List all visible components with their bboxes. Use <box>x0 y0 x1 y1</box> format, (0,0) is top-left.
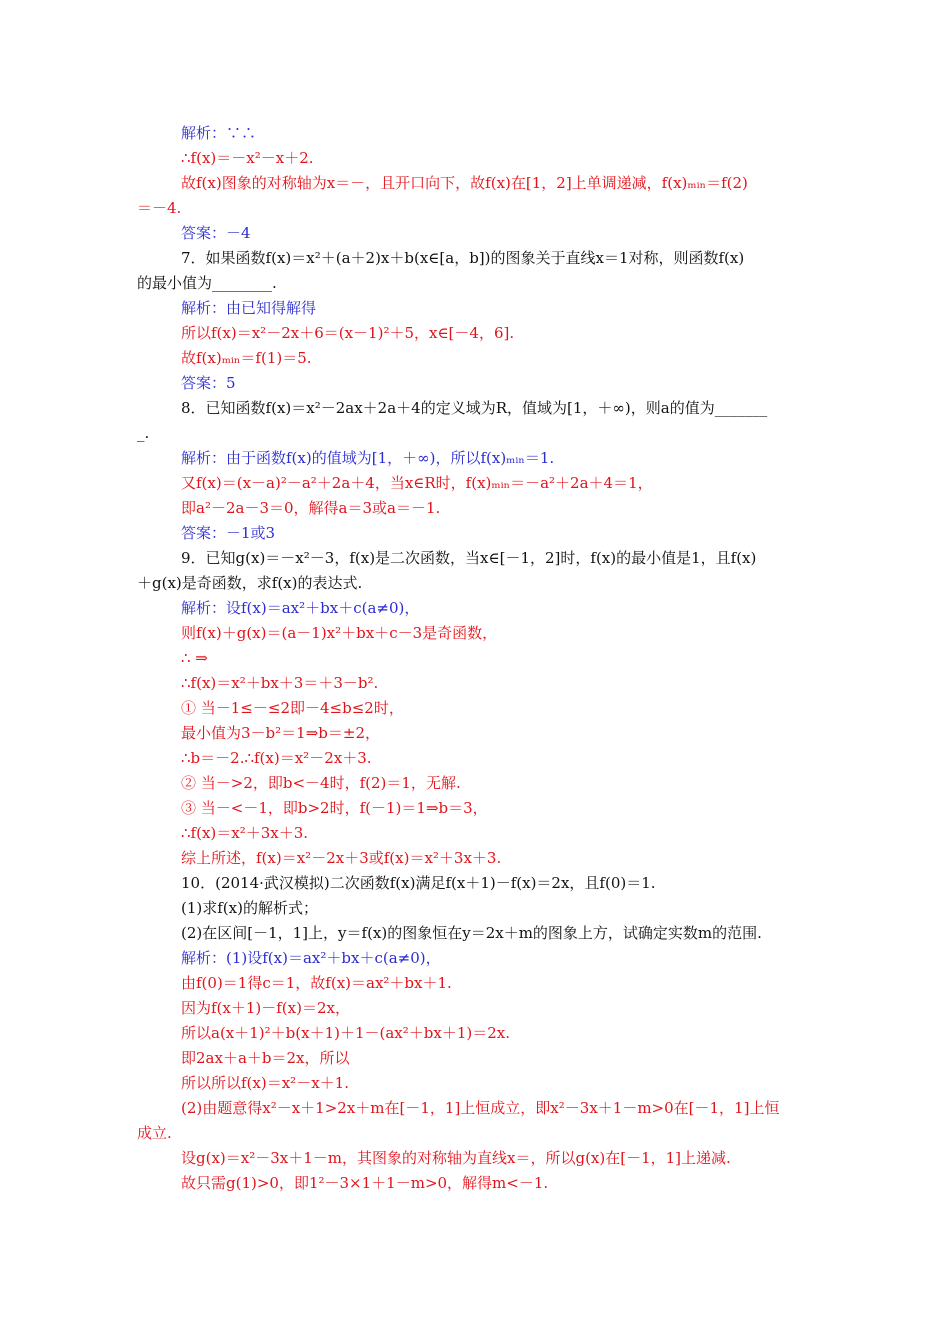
text-line: _. <box>137 424 150 442</box>
text-line: 即2ax＋a＋b＝2x，所以 <box>181 1049 350 1067</box>
text-line: 解析：(1)设f(x)＝ax²＋bx＋c(a≠0)， <box>181 949 441 967</box>
text-line: 答案：－4 <box>181 224 251 242</box>
text-line: 解析：设f(x)＝ax²＋bx＋c(a≠0)， <box>181 599 420 617</box>
text-line: (1)求f(x)的解析式； <box>181 899 318 917</box>
text-line: 综上所述，f(x)＝x²－2x＋3或f(x)＝x²＋3x＋3. <box>181 849 502 867</box>
text-line: 7．如果函数f(x)＝x²＋(a＋2)x＋b(x∈[a，b])的图象关于直线x＝1对称，则函数f(x) <box>181 249 745 267</box>
text-line: 设g(x)＝x²－3x＋1－m，其图象的对称轴为直线x＝，所以g(x)在[－1，1]上递减. <box>181 1149 731 1167</box>
text-line: 9．已知g(x)＝－x²－3，f(x)是二次函数，当x∈[－1，2]时，f(x)的最小值是1，且f(x) <box>181 549 757 567</box>
text-line: (2)由题意得x²－x＋1>2x＋m在[－1，1]上恒成立，即x²－3x＋1－m>0在[－1，1]上恒 <box>181 1099 780 1117</box>
text-line: 所以f(x)＝x²－2x＋6＝(x－1)²＋5，x∈[－4，6]. <box>181 324 515 342</box>
text-line: ∴f(x)＝x²＋bx＋3＝＋3－b². <box>181 674 379 692</box>
text-line: ∴ ⇒ <box>181 649 208 667</box>
text-line: 解析：∵∴ <box>181 124 257 142</box>
text-line: 即a²－2a－3＝0，解得a＝3或a＝－1. <box>181 499 441 517</box>
text-line: 的最小值为________. <box>137 274 277 292</box>
text-line: 答案：5 <box>181 374 236 392</box>
text-line: 故f(x)图象的对称轴为x＝－，且开口向下，故f(x)在[1，2]上单调递减，f(x)ₘᵢₙ＝f(2) <box>181 174 748 192</box>
text-line: ② 当－>2，即b<－4时，f(2)＝1，无解. <box>181 774 461 792</box>
text-line: 答案：－1或3 <box>181 524 276 542</box>
text-line: 则f(x)＋g(x)＝(a－1)x²＋bx＋c－3是奇函数， <box>181 624 498 642</box>
text-line: ① 当－1≤－≤2即－4≤b≤2时， <box>181 699 404 717</box>
text-line: 故只需g(1)>0，即1²－3×1＋1－m>0，解得m<－1. <box>181 1174 549 1192</box>
text-line: 解析：由于函数f(x)的值域为[1，＋∞)，所以f(x)ₘᵢₙ＝1. <box>181 449 555 467</box>
text-line: ∴b＝－2.∴f(x)＝x²－2x＋3. <box>181 749 372 767</box>
text-line: ∴f(x)＝x²＋3x＋3. <box>181 824 309 842</box>
text-line: (2)在区间[－1，1]上，y＝f(x)的图象恒在y＝2x＋m的图象上方，试确定实数m的范围. <box>181 924 762 942</box>
text-line: 成立. <box>137 1124 172 1142</box>
text-line: 最小值为3－b²＝1⇒b＝±2， <box>181 724 380 742</box>
text-line: 10．(2014·武汉模拟)二次函数f(x)满足f(x＋1)－f(x)＝2x，且f(0)＝1. <box>181 874 656 892</box>
text-line: 解析：由已知得解得 <box>181 299 317 317</box>
text-line: ③ 当－<－1，即b>2时，f(－1)＝1⇒b＝3， <box>181 799 488 817</box>
text-line: ＝－4. <box>137 199 182 217</box>
text-line: 所以所以f(x)＝x²－x＋1. <box>181 1074 349 1092</box>
text-line: ∴f(x)＝－x²－x＋2. <box>181 149 314 167</box>
text-line: 故f(x)ₘᵢₙ＝f(1)＝5. <box>181 349 312 367</box>
text-line: ＋g(x)是奇函数，求f(x)的表达式. <box>137 574 363 592</box>
text-line: 又f(x)＝(x－a)²－a²＋2a＋4，当x∈R时，f(x)ₘᵢₙ＝－a²＋2a＋4＝1， <box>181 474 653 492</box>
text-line: 8．已知函数f(x)＝x²－2ax＋2a＋4的定义域为R，值域为[1，＋∞)，则a的值为_______ <box>181 399 768 417</box>
text-line: 因为f(x＋1)－f(x)＝2x， <box>181 999 350 1017</box>
text-line: 由f(0)＝1得c＝1，故f(x)＝ax²＋bx＋1. <box>181 974 452 992</box>
text-line: 所以a(x＋1)²＋b(x＋1)＋1－(ax²＋bx＋1)＝2x. <box>181 1024 511 1042</box>
